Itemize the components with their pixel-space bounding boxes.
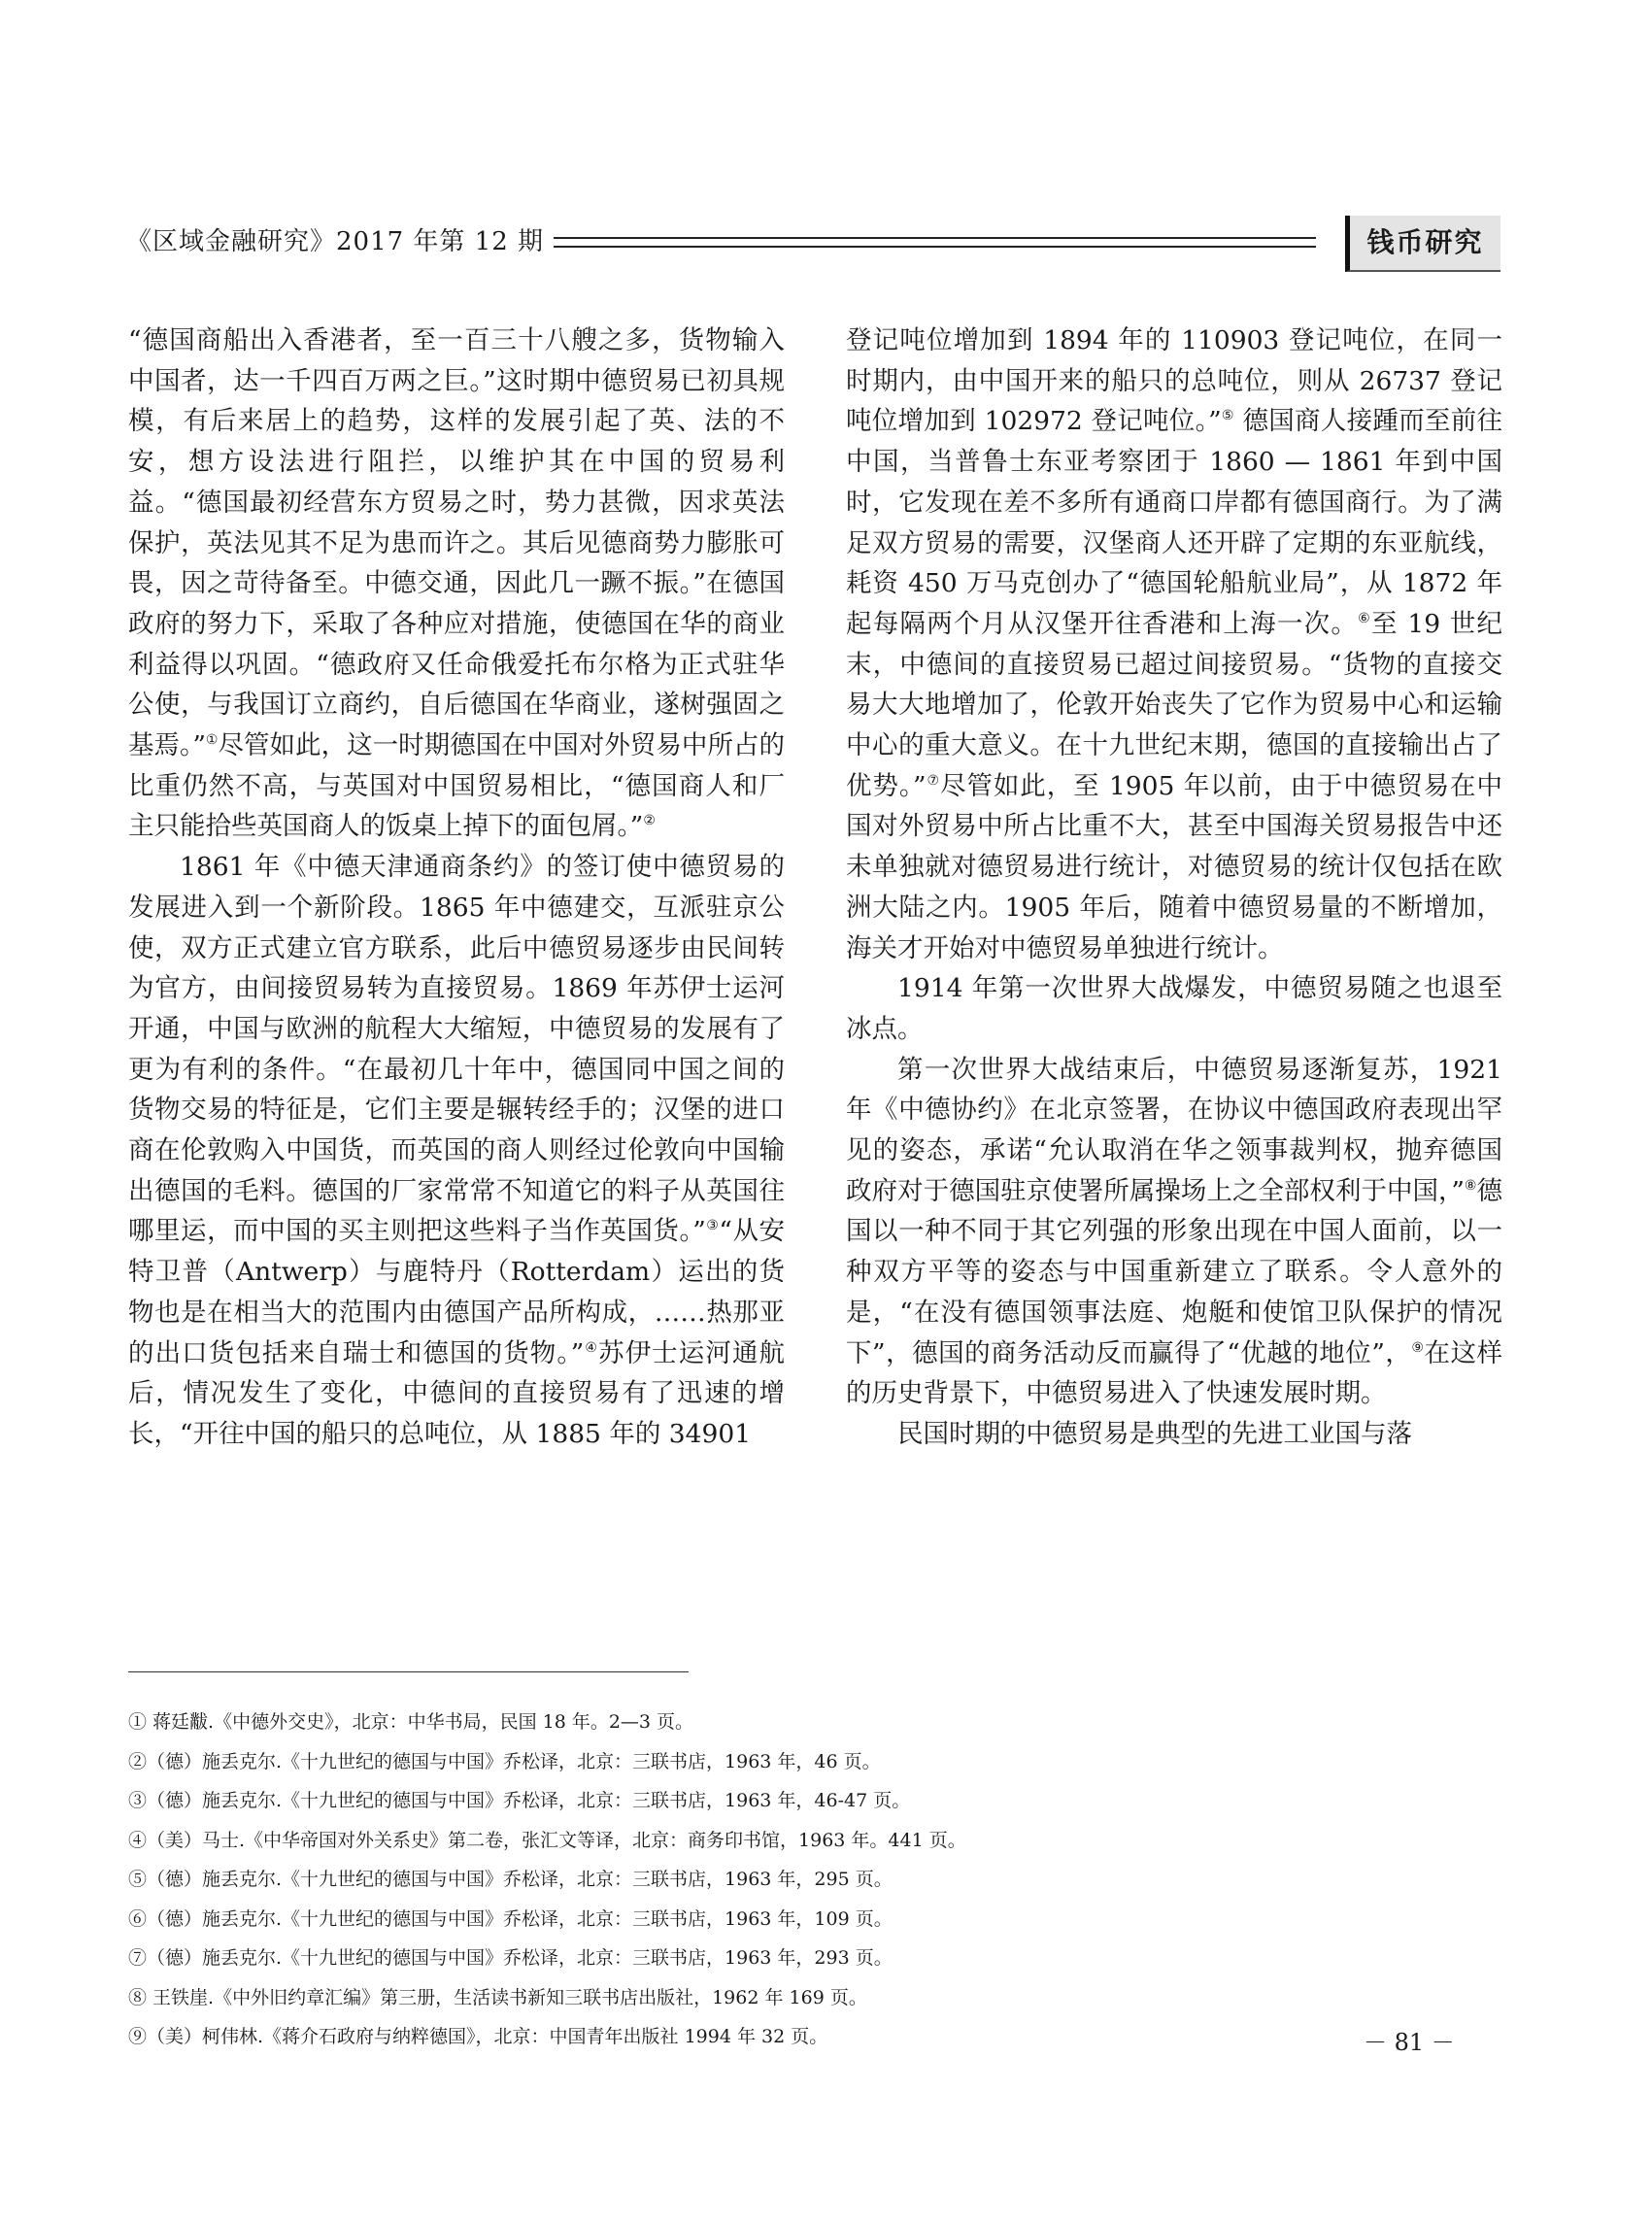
footnote-ref: ⑧ (1464, 1177, 1477, 1194)
paragraph (128, 320, 785, 847)
section-label: 钱币研究 (1345, 216, 1500, 272)
footnote: ②（德）施丢克尔.《十九世纪的德国与中国》乔松译，北京：三联书店，1963 年，46 页。 (128, 1750, 881, 1772)
header-double-rule (554, 237, 1316, 248)
right-column (846, 320, 1502, 1455)
paragraph-text: 1914 年第一次世界大战爆发，中德贸易随之也退至冰点。 (846, 973, 1502, 1044)
footnote-ref: ① (205, 732, 219, 749)
footnote: ① 蒋廷黻.《中德外交史》，北京：中华书局，民国 18 年。2—3 页。 (128, 1711, 694, 1733)
paragraph (846, 1050, 1502, 1414)
footnote: ③（德）施丢克尔.《十九世纪的德国与中国》乔松译，北京：三联书店，1963 年，46-47 页。 (128, 1790, 911, 1811)
footnotes (128, 1703, 1488, 2057)
footnote: ④（美）马士.《中华帝国对外关系史》第二卷，张汇文等译，北京：商务印书馆，1963 年。441 页。 (128, 1829, 966, 1851)
paragraph-text: “从安特卫普（Antwerp）与鹿特丹（Rotterdam）运出的货物也是在相当大的范围内由德国产品所构成，……热那亚的出口货包括来自瑞士和德国的货物。” (128, 1216, 785, 1368)
paragraph-text: 德国商人接踵而至前往中国，当普鲁士东亚考察团于 1860 — 1861 年到中国时，它发现在差不多所有通商口岸都有德国商行。为了满足双方贸易的需要，汉堡商人还开辟了定期的东亚航线，耗资 450 万马克创办了“德国轮船航业局”，从 1872 年起每隔两个月从汉堡开往香港和上海一次。 (846, 406, 1502, 639)
paragraph-text: 德国以一种不同于其它列强的形象出现在中国人面前，以一种双方平等的姿态与中国重新建立了联系。令人意外的是，“在没有德国领事法庭、炮艇和使馆卫队保护的情况下”，德国的商务活动反而赢得了“优越的地位”， (846, 1175, 1502, 1368)
paragraph-text: 登记吨位增加到 1894 年的 110903 登记吨位，在同一时期内，由中国开来的船只的总吨位，则从 26737 登记吨位增加到 102972 登记吨位。” (846, 325, 1502, 437)
paragraph-text: 第一次世界大战结束后，中德贸易逐渐复苏，1921 年《中德协约》在北京签署，在协议中德国政府表现出罕见的姿态，承诺“允认取消在华之领事裁判权，抛弃德国政府对于德国驻京使署所属操场上之全部权利于中国，” (846, 1054, 1502, 1206)
footnote: ⑨（美）柯伟林.《蒋介石政府与纳粹德国》，北京：中国青年出版社 1994 年 32 页。 (128, 2026, 828, 2047)
footnote: ⑥（德）施丢克尔.《十九世纪的德国与中国》乔松译，北京：三联书店，1963 年，109 页。 (128, 1907, 893, 1930)
footnote-ref: ④ (584, 1339, 598, 1356)
paragraph-text: 在这样的历史背景下，中德贸易进入了快速发展时期。 (846, 1337, 1502, 1409)
paragraph (128, 847, 785, 1455)
footnote-ref: ⑨ (1411, 1339, 1425, 1356)
footnote: ⑦（德）施丢克尔.《十九世纪的德国与中国》乔松译，北京：三联书店，1963 年，293 页。 (128, 1947, 893, 1969)
paragraph-text: “德国商船出入香港者，至一百三十八艘之多，货物输入中国者，达一千四百万两之巨。”这时期中德贸易已初具规模，有后来居上的趋势，这样的发展引起了英、法的不安，想方设法进行阻拦，以维护其在中国的贸易利益。“德国最初经营东方贸易之时，势力甚微，因求英法保护，英法见其不足为患而许之。其后见德商势力膨胀可畏，因之苛待备至。中德交通，因此几一蹶不振。”在德国政府的努力下，采取了各种应对措施，使德国在华的商业利益得以巩固。“德政府又任命俄爱托布尔格为正式驻华公使，与我国订立商约，自后德国在华商业，遂树强固之基焉。” (128, 325, 785, 761)
footnote-separator (128, 1671, 689, 1672)
paragraph (846, 320, 1502, 968)
footnote-ref: ② (643, 813, 656, 829)
paragraph (846, 1414, 1502, 1455)
paragraph-text: 苏伊士运河通航后，情况发生了变化，中德间的直接贸易有了迅速的增长，“开往中国的船只的总吨位，从 1885 年的 34901 (128, 1337, 785, 1449)
paragraph-text: 尽管如此，至 1905 年以前，由于中德贸易在中国对外贸易中所占比重不大，甚至中国海关贸易报告中还未单独就对德贸易进行统计，对德贸易的统计仅包括在欧洲大陆之内。1905 年后，随着中德贸易量的不断增加，海关才开始对中德贸易单独进行统计。 (846, 770, 1502, 963)
footnote-ref: ⑤ (1221, 408, 1234, 424)
footnote-ref: ③ (705, 1218, 720, 1234)
paragraph-text: 尽管如此，这一时期德国在中国对外贸易中所占的比重仍然不高，与英国对中国贸易相比，“德国商人和厂主只能拾些英国商人的饭桌上掉下的面包屑。” (128, 730, 785, 842)
left-column (128, 320, 785, 1455)
paragraph-text: 1861 年《中德天津通商条约》的签订使中德贸易的发展进入到一个新阶段。1865 年中德建交，互派驻京公使，双方正式建立官方联系，此后中德贸易逐步由民间转为官方，由间接贸易转为直接贸易。1869 年苏伊士运河开通，中国与欧洲的航程大大缩短，中德贸易的发展有了更为有利的条件。“在最初几十年中，德国同中国之间的货物交易的特征是，它们主要是辗转经手的；汉堡的进口商在伦敦购入中国货，而英国的商人则经过伦敦向中国输出德国的毛料。德国的厂家常常不知道它的料子从英国往哪里运，而中国的买主则把这些料子当作英国货。” (128, 852, 785, 1247)
page-number: － 81 － (1364, 2029, 1455, 2056)
footnote-ref: ⑦ (926, 772, 941, 789)
paragraph-text: 民国时期的中德贸易是典型的先进工业国与落 (897, 1418, 1412, 1449)
journal-title: 《区域金融研究》2017 年第 12 期 (126, 227, 545, 256)
footnote: ⑤（德）施丢克尔.《十九世纪的德国与中国》乔松译，北京：三联书店，1963 年，295 页。 (128, 1869, 893, 1890)
footnote: ⑧ 王铁崖.《中外旧约章汇编》第三册，生活读书新知三联书店出版社，1962 年 169 页。 (128, 1986, 867, 2008)
paragraph (846, 968, 1502, 1049)
running-header (126, 216, 1500, 276)
paragraph-text: 至 19 世纪末，中德间的直接贸易已超过间接贸易。“货物的直接交易大大地增加了，伦敦开始丧失了它作为贸易中心和运输中心的重大意义。在十九世纪末期，德国的直接输出占了优势。” (846, 608, 1502, 801)
footnote-ref: ⑥ (1358, 611, 1371, 627)
